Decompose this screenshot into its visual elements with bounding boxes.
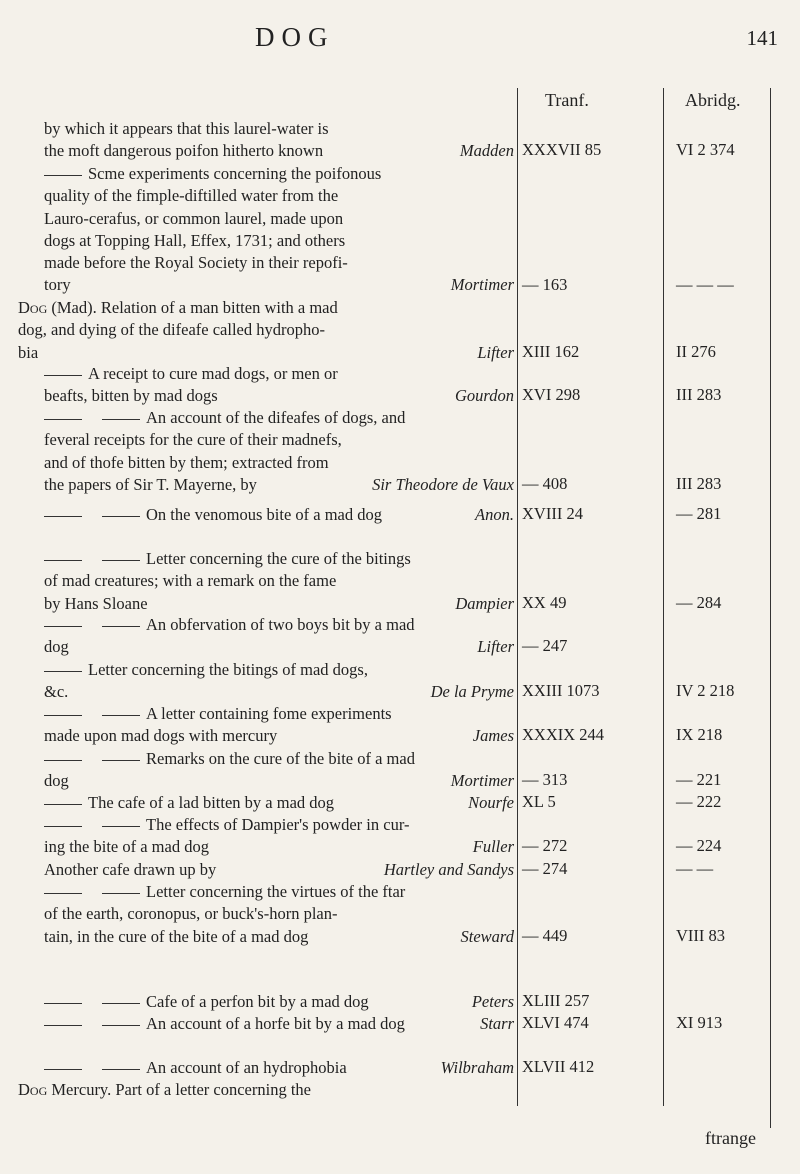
entry-line-text: made upon mad dogs with mercury (44, 726, 278, 746)
tranf-reference: XLVI 474 (522, 1013, 589, 1032)
entry-author: Madden (459, 141, 514, 161)
entry-line-text: quality of the fimple-diftilled water from the (44, 186, 339, 206)
abridg-reference: — 221 (676, 770, 722, 790)
entry-line (44, 429, 514, 451)
entry-author: Nourfe (468, 793, 514, 812)
entry-text (18, 1079, 514, 1101)
abridg-reference: — — — (676, 274, 734, 294)
entry-text (44, 859, 514, 881)
catchword: ftrange (705, 1128, 756, 1148)
ditto-dash (44, 375, 82, 376)
entry-line-text: Lauro-cerafus, or common laurel, made upon (44, 208, 344, 228)
entry-line (44, 748, 514, 770)
ditto-dash (44, 826, 82, 827)
entry-author: Peters (471, 992, 514, 1011)
ditto-dash (44, 175, 82, 176)
ditto-dash (44, 671, 82, 672)
abridg-reference: — 224 (676, 836, 722, 856)
entry-line (44, 593, 514, 615)
entry-line (44, 814, 514, 836)
entry-line (44, 118, 514, 140)
entry-text (44, 991, 514, 1013)
entry-line (18, 1079, 514, 1101)
entry-line-text: dog, and dying of the difeafe called hydropho- (18, 320, 325, 340)
entry-line (44, 1057, 514, 1079)
tranf-reference: XVI 298 (522, 385, 581, 405)
ditto-dash (102, 715, 140, 716)
abridg-reference: VIII 83 (676, 925, 726, 945)
entry-author: Anon. (475, 505, 514, 524)
entry-line (44, 504, 514, 526)
entry-line (44, 926, 514, 948)
tranf-reference: XLVII 412 (522, 1057, 595, 1076)
ditto-dash (44, 516, 82, 517)
entry-line (44, 140, 514, 162)
abridg-reference: XI 913 (676, 1013, 723, 1032)
entry-line-text: Mercury. Part of a letter concerning the (51, 1080, 311, 1099)
entry-line (44, 991, 514, 1013)
entry-author: Steward (460, 926, 514, 946)
entry-line-text: the moft dangerous poifon hitherto known (44, 141, 324, 161)
entry-line-text: Another cafe drawn up by (44, 860, 217, 879)
headword: Dog (18, 1080, 52, 1099)
entry-line (44, 770, 514, 792)
entry-text (44, 881, 514, 948)
entry-author: Fuller (472, 837, 514, 857)
headword: Dog (18, 298, 52, 317)
entry-line-text: The effects of Dampier's powder in cur- (146, 815, 410, 834)
entry-line-text: ing the bite of a mad dog (44, 837, 209, 857)
entry-line-text: An account of the difeafes of dogs, and (146, 408, 406, 427)
entry-line (44, 452, 514, 474)
entry-line (44, 792, 514, 814)
entry-line (44, 703, 514, 725)
entry-line-text: Letter concerning the virtues of the ftar (146, 882, 406, 901)
ditto-dash (102, 626, 140, 627)
abridg-reference: III 283 (676, 473, 722, 493)
abridg-reference: IV 2 218 (676, 681, 735, 701)
entry-text (44, 614, 514, 659)
entry-author: Sir Theodore de Vaux (372, 474, 514, 494)
entry-author: Lifter (477, 342, 514, 362)
ditto-dash (44, 1025, 82, 1026)
entry-line-text: Cafe of a perfon bit by a mad dog (146, 992, 369, 1011)
entry-text (44, 548, 514, 615)
entry-line (44, 163, 514, 185)
entry-line (44, 659, 514, 681)
entry-text (44, 118, 514, 163)
ditto-dash (102, 1069, 140, 1070)
abridg-reference: IX 218 (676, 725, 723, 745)
tranf-reference: — 408 (522, 473, 568, 493)
column-header-abridg: Abridg. (685, 90, 741, 110)
entry-line (44, 881, 514, 903)
entry-author: De la Pryme (430, 682, 514, 702)
abridg-reference: — — (676, 859, 714, 878)
entry-line-text: A letter containing fome experiments (146, 704, 392, 723)
entry-line (44, 903, 514, 925)
entry-text (44, 407, 514, 496)
abridg-reference: VI 2 374 (676, 140, 735, 160)
entry-line (18, 319, 514, 341)
entry-author: Hartley and Sandys (383, 860, 514, 879)
entry-line-text: feveral receipts for the cure of their madnefs, (44, 430, 342, 450)
entry-line-text: On the venomous bite of a mad dog (146, 505, 382, 524)
entry-text (44, 703, 514, 748)
tranf-reference: — 247 (522, 636, 568, 656)
abridg-reference: — 281 (676, 504, 722, 523)
entry-line-text: and of thofe bitten by them; extracted from (44, 452, 329, 472)
ditto-dash (44, 804, 82, 805)
tranf-reference: — 449 (522, 925, 568, 945)
ditto-dash (102, 419, 140, 420)
entry-line (44, 407, 514, 429)
tranf-reference: — 272 (522, 836, 568, 856)
running-head-title: DOG (255, 22, 335, 52)
entry-line (44, 636, 514, 658)
entry-line (18, 342, 514, 364)
entry-line-text: of the earth, coronopus, or buck's-horn plan- (44, 904, 338, 924)
ditto-dash (44, 715, 82, 716)
entry-line (44, 681, 514, 703)
tranf-reference: — 163 (522, 274, 568, 294)
abridg-reference: III 283 (676, 385, 722, 405)
tranf-reference: — 313 (522, 770, 568, 790)
entry-line-text: dog (44, 771, 69, 791)
entry-line (44, 274, 514, 296)
ditto-dash (102, 893, 140, 894)
ditto-dash (44, 419, 82, 420)
entry-line (44, 230, 514, 252)
entry-line (44, 570, 514, 592)
entry-line-text: beafts, bitten by mad dogs (44, 386, 218, 406)
entry-text (44, 748, 514, 793)
entry-text (44, 814, 514, 859)
entry-line (44, 548, 514, 570)
tranf-reference: XIII 162 (522, 341, 580, 361)
entry-line-text: tory (44, 275, 71, 295)
ditto-dash (102, 1003, 140, 1004)
entry-author: Mortimer (450, 771, 514, 791)
ditto-dash (44, 893, 82, 894)
entry-line-text: Letter concerning the bitings of mad dogs, (88, 660, 368, 679)
ditto-dash (102, 560, 140, 561)
entry-line-text: dog (44, 637, 69, 657)
entry-text (44, 1013, 514, 1035)
entry-line-text: made before the Royal Society in their repofi- (44, 253, 348, 273)
entry-line (44, 859, 514, 881)
entry-text (44, 1057, 514, 1079)
ditto-dash (44, 1003, 82, 1004)
entry-author: Gourdon (455, 386, 514, 406)
entry-line (44, 836, 514, 858)
entry-text (44, 504, 514, 526)
entry-line (44, 252, 514, 274)
abridg-reference: II 276 (676, 341, 716, 361)
entry-line-text: Remarks on the cure of the bite of a mad (146, 749, 415, 768)
entry-line-text: the papers of Sir T. Mayerne, by (44, 474, 257, 494)
entry-text (44, 659, 514, 704)
tranf-reference: XXXVII 85 (522, 140, 602, 160)
entry-text (18, 297, 514, 364)
entry-line-text: dogs at Topping Hall, Effex, 1731; and others (44, 230, 346, 250)
entry-line (44, 1013, 514, 1035)
abridg-reference: — 222 (676, 792, 722, 811)
entry-line-text: A receipt to cure mad dogs, or men or (88, 364, 338, 383)
entry-line-text: by which it appears that this laurel-water is (44, 119, 329, 138)
entry-author: Wilbraham (440, 1058, 514, 1077)
ditto-dash (44, 560, 82, 561)
entry-line (18, 297, 514, 319)
entry-line-text: An account of an hydrophobia (146, 1058, 347, 1077)
abridg-reference: — 284 (676, 592, 722, 612)
entry-line (44, 725, 514, 747)
ditto-dash (102, 1025, 140, 1026)
ditto-dash (102, 516, 140, 517)
entry-line-text: The cafe of a lad bitten by a mad dog (88, 793, 335, 812)
entry-line-text: An obfervation of two boys bit by a mad (146, 615, 415, 634)
tranf-reference: XXXIX 244 (522, 725, 605, 745)
entry-author: Mortimer (450, 275, 514, 295)
entry-text (44, 163, 514, 297)
entry-author: James (472, 726, 514, 746)
entry-line-text: &c. (44, 682, 69, 702)
ditto-dash (44, 626, 82, 627)
ditto-dash (102, 826, 140, 827)
entry-line (44, 385, 514, 407)
entry-line-text: of mad creatures; with a remark on the fame (44, 571, 337, 591)
entry-text (44, 792, 514, 814)
entry-line (44, 614, 514, 636)
entry-author: Starr (480, 1014, 514, 1033)
entry-line-text: tain, in the cure of the bite of a mad dog (44, 926, 309, 946)
entry-line-text: by Hans Sloane (44, 593, 148, 613)
entry-line (44, 363, 514, 385)
ditto-dash (102, 760, 140, 761)
entry-line-text: (Mad). Relation of a man bitten with a mad (51, 298, 338, 317)
entry-line (44, 208, 514, 230)
tranf-reference: XVIII 24 (522, 504, 583, 523)
entry-line-text: Scme experiments concerning the poifonous (88, 164, 382, 183)
entry-line-text: bia (18, 342, 39, 362)
entry-author: Dampier (455, 593, 514, 613)
entry-line (44, 474, 514, 496)
entry-line-text: Letter concerning the cure of the bitings (146, 549, 411, 568)
tranf-reference: XX 49 (522, 592, 567, 612)
tranf-reference: XL 5 (522, 792, 556, 811)
ditto-dash (44, 1069, 82, 1070)
column-header-tranf: Tranf. (545, 90, 589, 110)
entry-line (44, 185, 514, 207)
tranf-reference: XLIII 257 (522, 991, 590, 1010)
entry-author: Lifter (477, 637, 514, 657)
ditto-dash (44, 760, 82, 761)
tranf-reference: XXIII 1073 (522, 681, 600, 701)
page-number: 141 (746, 26, 778, 50)
tranf-reference: — 274 (522, 859, 568, 878)
entry-line-text: An account of a horfe bit by a mad dog (146, 1014, 405, 1033)
entry-text (44, 363, 514, 408)
